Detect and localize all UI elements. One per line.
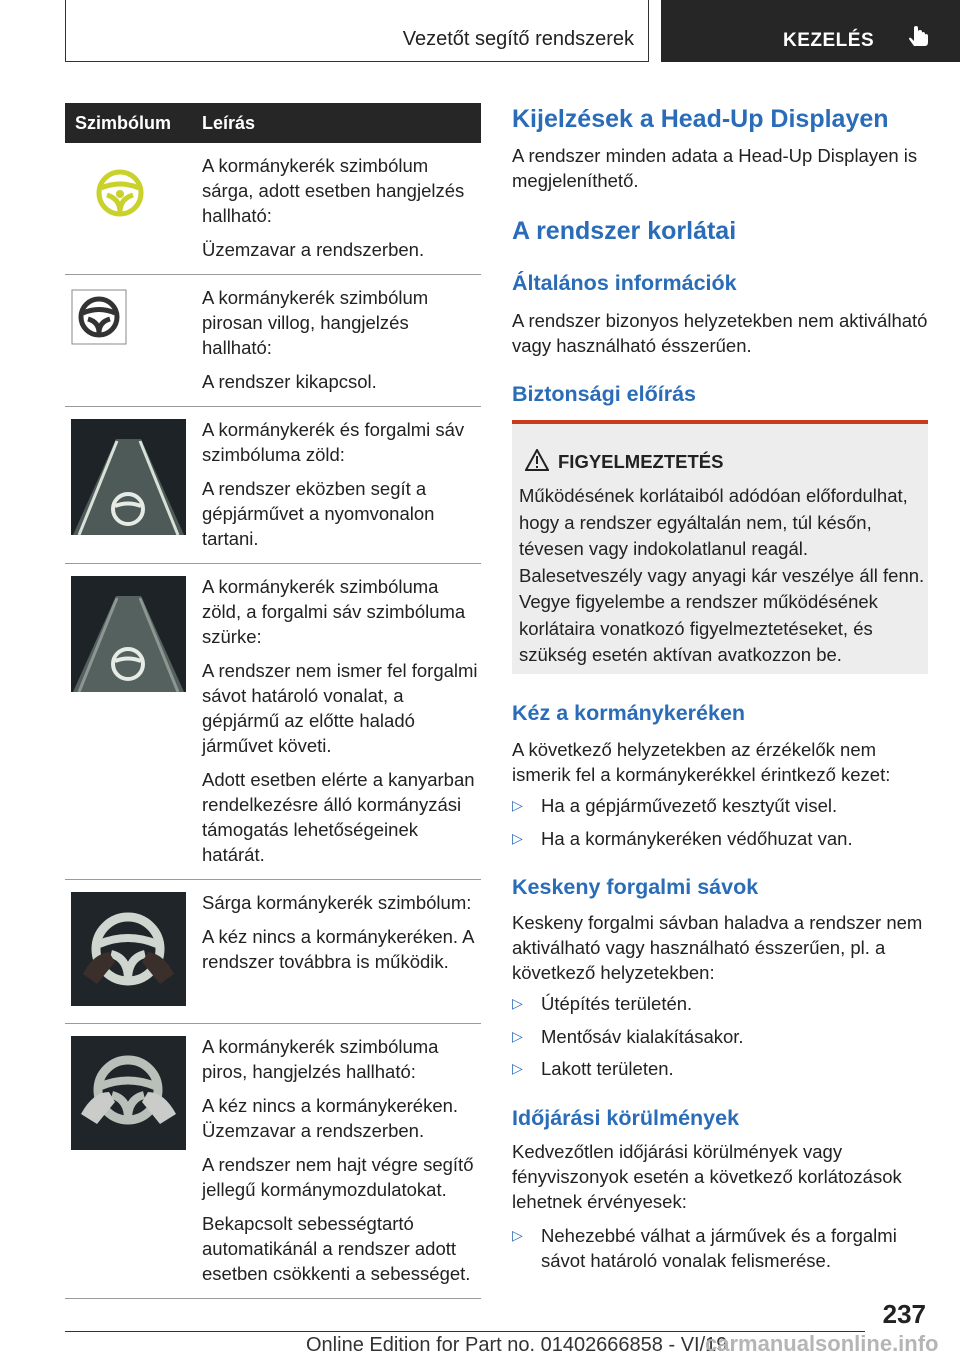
hud-text: A rendszer minden adata a Head-Up Displayen is megjeleníthető. — [512, 145, 918, 191]
bullet-triangle-icon: ▷ — [512, 1028, 523, 1044]
row-text: A kéz nincs a kormánykeréken. Üzemzavar a rendszerben. — [202, 1095, 459, 1141]
row-text: A kormánykerék szimbóluma piros, hangjelzés hallható: — [202, 1036, 439, 1082]
hand-icon — [906, 26, 932, 52]
bullet-triangle-icon: ▷ — [512, 1060, 523, 1076]
row-text: A kormánykerék szimbólum pirosan villog, hangjelzés hallható: — [202, 287, 429, 358]
watermark: carmanualsonline.info — [705, 1331, 939, 1356]
steering-wheel-yellow-icon — [71, 155, 181, 235]
hand-text: A következő helyzetekben az érzékelők nem ismerik fel a kormánykerékkel érintkező kezet: — [512, 739, 891, 785]
limits-heading: A rendszer korlátai — [512, 217, 737, 245]
symbol-table — [65, 103, 481, 1299]
safety-heading: Biztonsági előírás — [512, 382, 696, 406]
steering-wheel-red-icon — [71, 287, 181, 367]
hud-heading: Kijelzések a Head-Up Displayen — [512, 105, 889, 133]
table-row — [65, 564, 481, 880]
bullet-triangle-icon: ▷ — [512, 1227, 523, 1243]
header-chapter-box — [661, 0, 960, 62]
narrow-heading: Keskeny forgalmi sávok — [512, 875, 759, 899]
header-section-title: Vezetőt segítő rendszerek — [402, 28, 634, 50]
hand-heading: Kéz a kormánykeréken — [512, 701, 746, 725]
bullet-triangle-icon: ▷ — [512, 995, 523, 1011]
row-text: A rendszer kikapcsol. — [202, 371, 377, 392]
row-text: A rendszer nem ismer fel forgalmi sávot határoló vonalat, a gépjármű az előtte haladó járművet követi. — [202, 660, 478, 756]
hands-on-wheel-red-icon — [71, 1036, 186, 1150]
row-text: Üzemzavar a rendszerben. — [202, 239, 425, 260]
row-text: Sárga kormánykerék szimbólum: — [202, 892, 472, 913]
row-text: A kormánykerék szimbóluma zöld, a forgalmi sáv szimbóluma szürke: — [202, 576, 466, 647]
col-header-description: Leírás — [192, 103, 481, 143]
bullet-triangle-icon: ▷ — [512, 797, 523, 813]
general-heading: Általános információk — [512, 271, 737, 295]
page-number: 237 — [882, 1299, 926, 1329]
table-row — [65, 880, 481, 1024]
col-header-symbol: Szimbólum — [65, 103, 192, 143]
header-section-box — [65, 0, 649, 62]
footer-edition: Online Edition for Part no. 01402666858 - VI/19 — [306, 1334, 728, 1356]
warning-title: FIGYELMEZTETÉS — [558, 451, 724, 472]
weather-text: Kedvezőtlen időjárási körülmények vagy fényviszonyok esetén a következő korlátozások lehetnek érvényesek: — [512, 1141, 902, 1212]
row-text: Bekapcsolt sebességtartó automatikánál a rendszer adott esetben csökkenti a sebességet. — [202, 1213, 471, 1284]
row-text: A rendszer nem hajt végre segítő jellegű kormánymozdulatokat. — [202, 1154, 474, 1200]
row-text: A kormánykerék és forgalmi sáv szimbóluma zöld: — [202, 419, 465, 465]
warning-text: Működésének korlátaiból adódóan előfordulhat, hogy a rendszer egyáltalán nem, túl későn, tévesen vagy indokolatlanul reagál. Balesetveszély vagy anyagi kár veszélye áll fenn. Vegye figyelembe a rendszer működésének korlátaira vonatkozó figyelmeztetéseket, és szükség esetén aktívan avatkozzon be. — [519, 485, 925, 665]
narrow-text: Keskeny forgalmi sávban haladva a rendszer nem aktiválható vagy használható ésszerűen, pl. a következő helyzetekben: — [512, 912, 923, 983]
hands-on-wheel-yellow-icon — [71, 892, 186, 1006]
table-row — [65, 407, 481, 564]
weather-heading: Időjárási körülmények — [512, 1106, 740, 1130]
table-row — [65, 1024, 481, 1299]
table-row — [65, 143, 481, 275]
row-text: A kormánykerék szimbólum sárga, adott esetben hangjelzés hallható: — [202, 155, 465, 226]
bullet-triangle-icon: ▷ — [512, 830, 523, 846]
header-chapter-title: KEZELÉS — [783, 30, 875, 51]
warning-box — [512, 420, 928, 674]
table-row — [65, 275, 481, 407]
lane-steering-green-icon — [71, 419, 186, 535]
warning-triangle-icon — [525, 449, 549, 471]
row-text: Adott esetben elérte a kanyarban rendelkezésre álló kormányzási támogatás lehetőségeinek határát. — [202, 769, 475, 865]
lane-grey-steering-green-icon — [71, 576, 186, 692]
row-text: A rendszer eközben segít a gépjárművet a nyomvonalon tartani. — [202, 478, 435, 549]
row-text: A kéz nincs a kormánykeréken. A rendszer továbbra is működik. — [202, 926, 474, 972]
general-text: A rendszer bizonyos helyzetekben nem aktiválható vagy használható ésszerűen. — [512, 310, 928, 356]
